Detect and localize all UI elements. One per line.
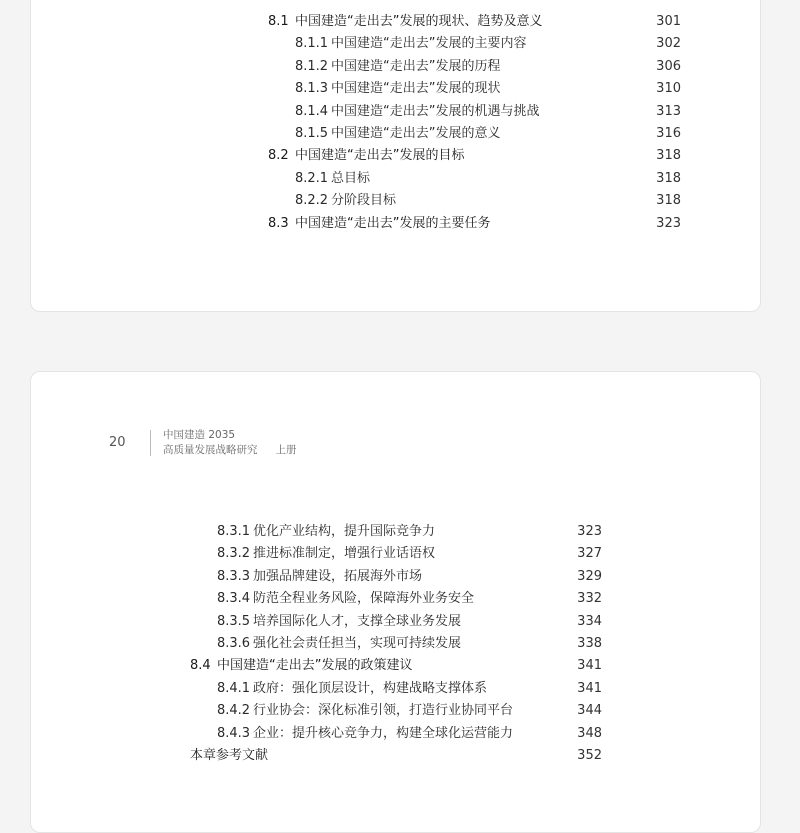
toc-entry-number: 8.3.6 — [217, 636, 251, 651]
toc-entry-page: 352 — [577, 748, 602, 763]
running-header — [109, 427, 409, 461]
header-divider — [150, 430, 151, 456]
toc-entry-number: 8.1 — [268, 14, 289, 29]
toc-entry-title: 本章参考文献 — [190, 748, 269, 763]
toc-entry-page: 301 — [656, 14, 681, 29]
toc-entry[interactable] — [217, 543, 602, 565]
toc-entry[interactable] — [217, 588, 602, 610]
toc-entry-page: 348 — [577, 725, 602, 741]
header-volume: 上册 — [275, 444, 297, 456]
toc-entry-title: 中国建造“走出去”发展的主要任务 — [295, 215, 491, 231]
toc-entry[interactable] — [295, 190, 681, 212]
toc-entry[interactable] — [295, 56, 681, 78]
header-subtitle: 高质量发展战略研究 — [163, 444, 258, 456]
toc-entry-page: 329 — [577, 568, 602, 584]
header-page-number: 20 — [109, 435, 126, 450]
toc-entry-page: 344 — [577, 703, 602, 719]
toc-entry-number: 8.4.3 — [217, 725, 251, 741]
toc-entry-title: 政府：强化顶层设计，构建战略支撑体系 — [253, 680, 488, 696]
toc-entry-title: 防范全程业务风险，保障海外业务安全 — [253, 591, 475, 607]
toc-entry-title: 中国建造“走出去”发展的政策建议 — [217, 658, 413, 674]
toc-entry-page: 327 — [577, 546, 602, 562]
toc-entry-number: 8.3.3 — [217, 568, 251, 584]
toc-entry-number: 8.4 — [190, 658, 211, 674]
toc-entry[interactable] — [268, 11, 681, 33]
toc-entry-title: 行业协会：深化标准引领，打造行业协同平台 — [253, 703, 514, 719]
toc-entry-page: 341 — [577, 680, 602, 696]
toc-entry-number: 8.1.1 — [295, 36, 329, 52]
toc-entry-title: 中国建造“走出去”发展的现状 — [331, 81, 501, 97]
header-subtitle-line — [163, 442, 297, 457]
toc-entry[interactable] — [217, 633, 602, 655]
toc-entry-number: 8.2 — [268, 148, 289, 164]
toc-entry-title: 优化产业结构，提升国际竞争力 — [253, 524, 436, 539]
toc-entry-number: 8.4.1 — [217, 680, 251, 696]
toc-entry-number: 8.1.2 — [295, 58, 329, 74]
toc-entry[interactable] — [190, 655, 602, 677]
scrollbar[interactable] — [790, 0, 800, 800]
toc-entry[interactable] — [268, 213, 681, 235]
toc-entry[interactable] — [190, 745, 602, 767]
toc-entry-title: 分阶段目标 — [331, 193, 397, 209]
toc-entry-title: 中国建造“走出去”发展的意义 — [331, 126, 501, 141]
toc-entry-page: 332 — [577, 591, 602, 607]
toc-entry-number: 8.1.5 — [295, 126, 329, 141]
toc-entry[interactable] — [295, 123, 681, 145]
toc-entry[interactable] — [268, 145, 681, 167]
toc-entry-page: 310 — [656, 81, 681, 97]
toc-entry-title: 强化社会责任担当，实现可持续发展 — [253, 636, 462, 651]
toc-entry-title: 中国建造“走出去”发展的历程 — [331, 58, 501, 74]
page-bottom — [30, 371, 761, 833]
toc-entry[interactable] — [295, 101, 681, 123]
toc-entry[interactable] — [217, 521, 602, 543]
toc-entry-title: 总目标 — [331, 170, 371, 186]
toc-entry[interactable] — [295, 33, 681, 55]
toc-entry-page: 318 — [656, 193, 681, 209]
toc-entry-page: 323 — [656, 215, 681, 231]
toc-entry-page: 341 — [577, 658, 602, 674]
toc-entry-title: 培养国际化人才，支撑全球业务发展 — [253, 613, 462, 629]
toc-entry-number: 8.4.2 — [217, 703, 251, 719]
toc-entry[interactable] — [217, 723, 602, 745]
toc-entry-title: 中国建造“走出去”发展的机遇与挑战 — [331, 103, 540, 119]
toc-entry-page: 318 — [656, 170, 681, 186]
toc-entry-title: 企业：提升核心竞争力，构建全球化运营能力 — [253, 725, 514, 741]
toc-entry-page: 302 — [656, 36, 681, 52]
toc-entry-title: 推进标准制定，增强行业话语权 — [253, 546, 436, 562]
page-top — [30, 0, 761, 312]
toc-entry-page: 318 — [656, 148, 681, 164]
toc-entry-number: 8.2.1 — [295, 170, 329, 186]
toc-entry[interactable] — [217, 566, 602, 588]
toc-entry-page: 334 — [577, 613, 602, 629]
toc-entry[interactable] — [217, 678, 602, 700]
toc-entry[interactable] — [217, 611, 602, 633]
toc-entry-title: 中国建造“走出去”发展的目标 — [295, 148, 465, 164]
toc-entry-number: 8.3.5 — [217, 613, 251, 629]
toc-entry-page: 316 — [656, 126, 681, 141]
toc-entry[interactable] — [295, 78, 681, 100]
toc-entry-title: 中国建造“走出去”发展的主要内容 — [331, 36, 527, 52]
toc-entry-number: 8.1.3 — [295, 81, 329, 97]
toc-entry[interactable] — [295, 168, 681, 190]
toc-entry-title: 加强品牌建设，拓展海外市场 — [253, 568, 423, 584]
toc-entry-page: 313 — [656, 103, 681, 119]
toc-entry-page: 338 — [577, 636, 602, 651]
toc-entry[interactable] — [217, 700, 602, 722]
toc-entry-page: 323 — [577, 524, 602, 539]
toc-entry-number: 8.3 — [268, 215, 289, 231]
header-book-title: 中国建造 2035 — [163, 429, 236, 441]
toc-entry-page: 306 — [656, 58, 681, 74]
toc-entry-number: 8.3.1 — [217, 524, 251, 539]
toc-entry-number: 8.3.4 — [217, 591, 251, 607]
toc-entry-number: 8.2.2 — [295, 193, 329, 209]
toc-entry-number: 8.3.2 — [217, 546, 251, 562]
toc-entry-number: 8.1.4 — [295, 103, 329, 119]
toc-entry-title: 中国建造“走出去”发展的现状、趋势及意义 — [295, 14, 543, 29]
